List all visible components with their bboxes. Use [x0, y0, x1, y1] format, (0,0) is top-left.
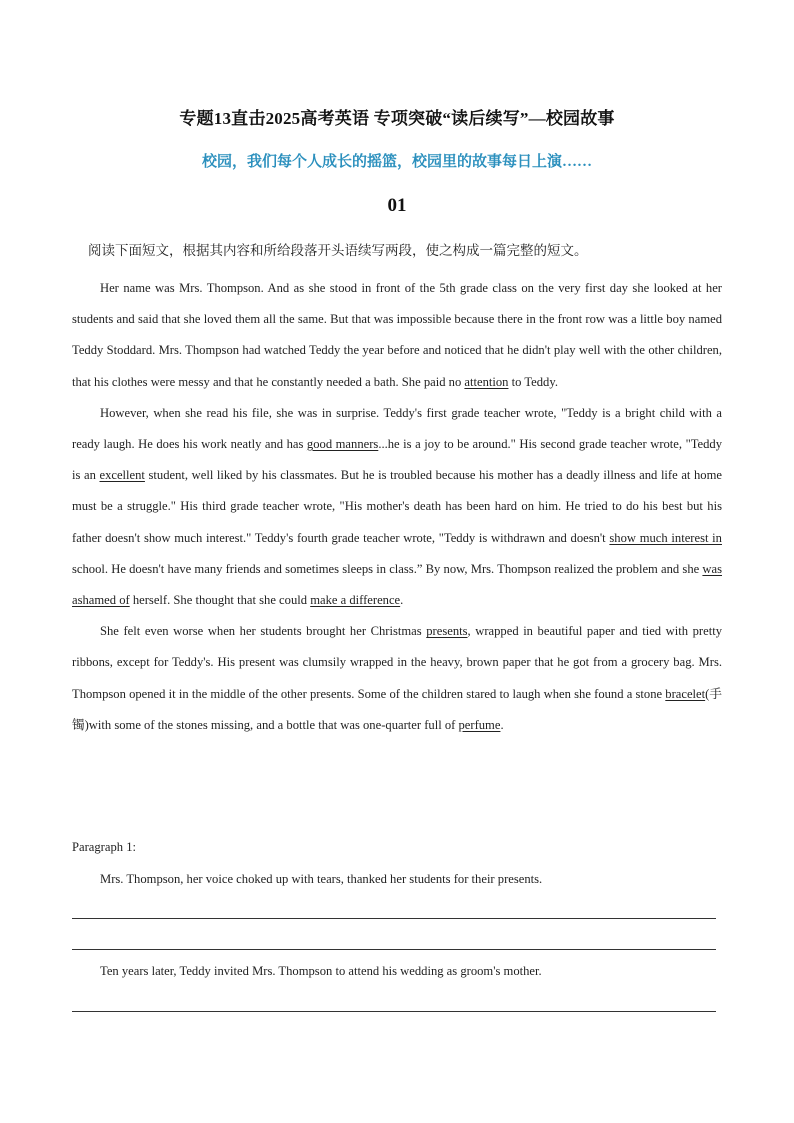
page-title: 专题13直击2025高考英语 专项突破“读后续写”—校园故事: [179, 109, 615, 128]
text-span: However, when she read his file, she was in surprise. Teddy's first grade teacher wrote, "Teddy is a bright child with a ready laugh. He does his work neatly and has: [72, 405, 722, 452]
text-span: (手镯)with some of the stones missing, and a bottle that was one-quarter full of: [72, 686, 722, 732]
paragraph-1-label: Paragraph 1:: [72, 840, 136, 854]
underlined-phrase: perfume: [458, 717, 501, 732]
text-span: .: [400, 593, 404, 608]
underlined-phrase: show much interest in: [609, 530, 722, 545]
paragraph-2-starter: Ten years later, Teddy invited Mrs. Thompson to attend his wedding as groom's mother.: [100, 964, 542, 978]
underlined-phrase: excellent: [99, 468, 145, 483]
text-span: ...he is a joy to be around." His second grade teacher wrote, "Teddy is an: [72, 437, 723, 483]
text-span: to Teddy.: [508, 374, 558, 389]
section-number: 01: [387, 195, 407, 216]
instructions: 阅读下面短文，根据其内容和所给段落开头语续写两段，使之构成一篇完整的短文。: [88, 243, 588, 258]
text-span: herself. She thought that she could: [129, 593, 311, 608]
text-span: , wrapped in beautiful paper and tied with pretty ribbons, except for Teddy's. His present was clumsily wrapped in the heavy, brown paper that he got from a grocery bag. Mrs. Thompson opened it in the middle of the other presents. Some of the children stared to laugh when she found a stone: [72, 624, 722, 701]
passage-paragraph-1: [72, 273, 722, 398]
underlined-phrase: was ashamed of: [72, 561, 722, 608]
text-span: .: [500, 717, 504, 732]
underlined-phrase: good manners: [306, 437, 379, 452]
writing-line: [72, 1011, 716, 1012]
writing-line: [72, 918, 716, 919]
text-span: She felt even worse when her students brought her Christmas: [100, 624, 427, 639]
underlined-phrase: presents: [426, 624, 468, 639]
text-span: student, well liked by his classmates. But he is troubled because his mother has a deadly illness and life at home must be a struggle." His third grade teacher wrote, "His mother's death has been hard on him. He tried to do his best but his father doesn't show much interest." Teddy's fourth grade teacher wrote, "Teddy is withdrawn and doesn't: [72, 468, 722, 545]
writing-line: [72, 949, 716, 950]
page-subtitle: 校园，我们每个人成长的摇篮，校园里的故事每日上演……: [201, 154, 592, 170]
underlined-phrase: make a difference: [310, 593, 401, 608]
passage: [72, 273, 722, 741]
underlined-phrase: bracelet: [665, 686, 706, 701]
text-span: Her name was Mrs. Thompson. And as she stood in front of the 5th grade class on the very first day she looked at her students and said that she loved them all the same. But that was impossible because there in the front row was a little boy named Teddy Stoddard. Mrs. Thompson had watched Teddy the year before and noticed that he didn't play well with the other children, that his clothes were messy and that he constantly needed a bath. She paid no: [72, 281, 722, 389]
underlined-phrase: attention: [464, 374, 509, 389]
passage-paragraph-3: [72, 616, 722, 741]
passage-paragraph-2: [72, 398, 722, 616]
paragraph-1-starter: Mrs. Thompson, her voice choked up with tears, thanked her students for their presents.: [100, 872, 543, 886]
text-span: school. He doesn't have many friends and sometimes sleeps in class.” By now, Mrs. Thompson realized the problem and she: [72, 561, 703, 576]
